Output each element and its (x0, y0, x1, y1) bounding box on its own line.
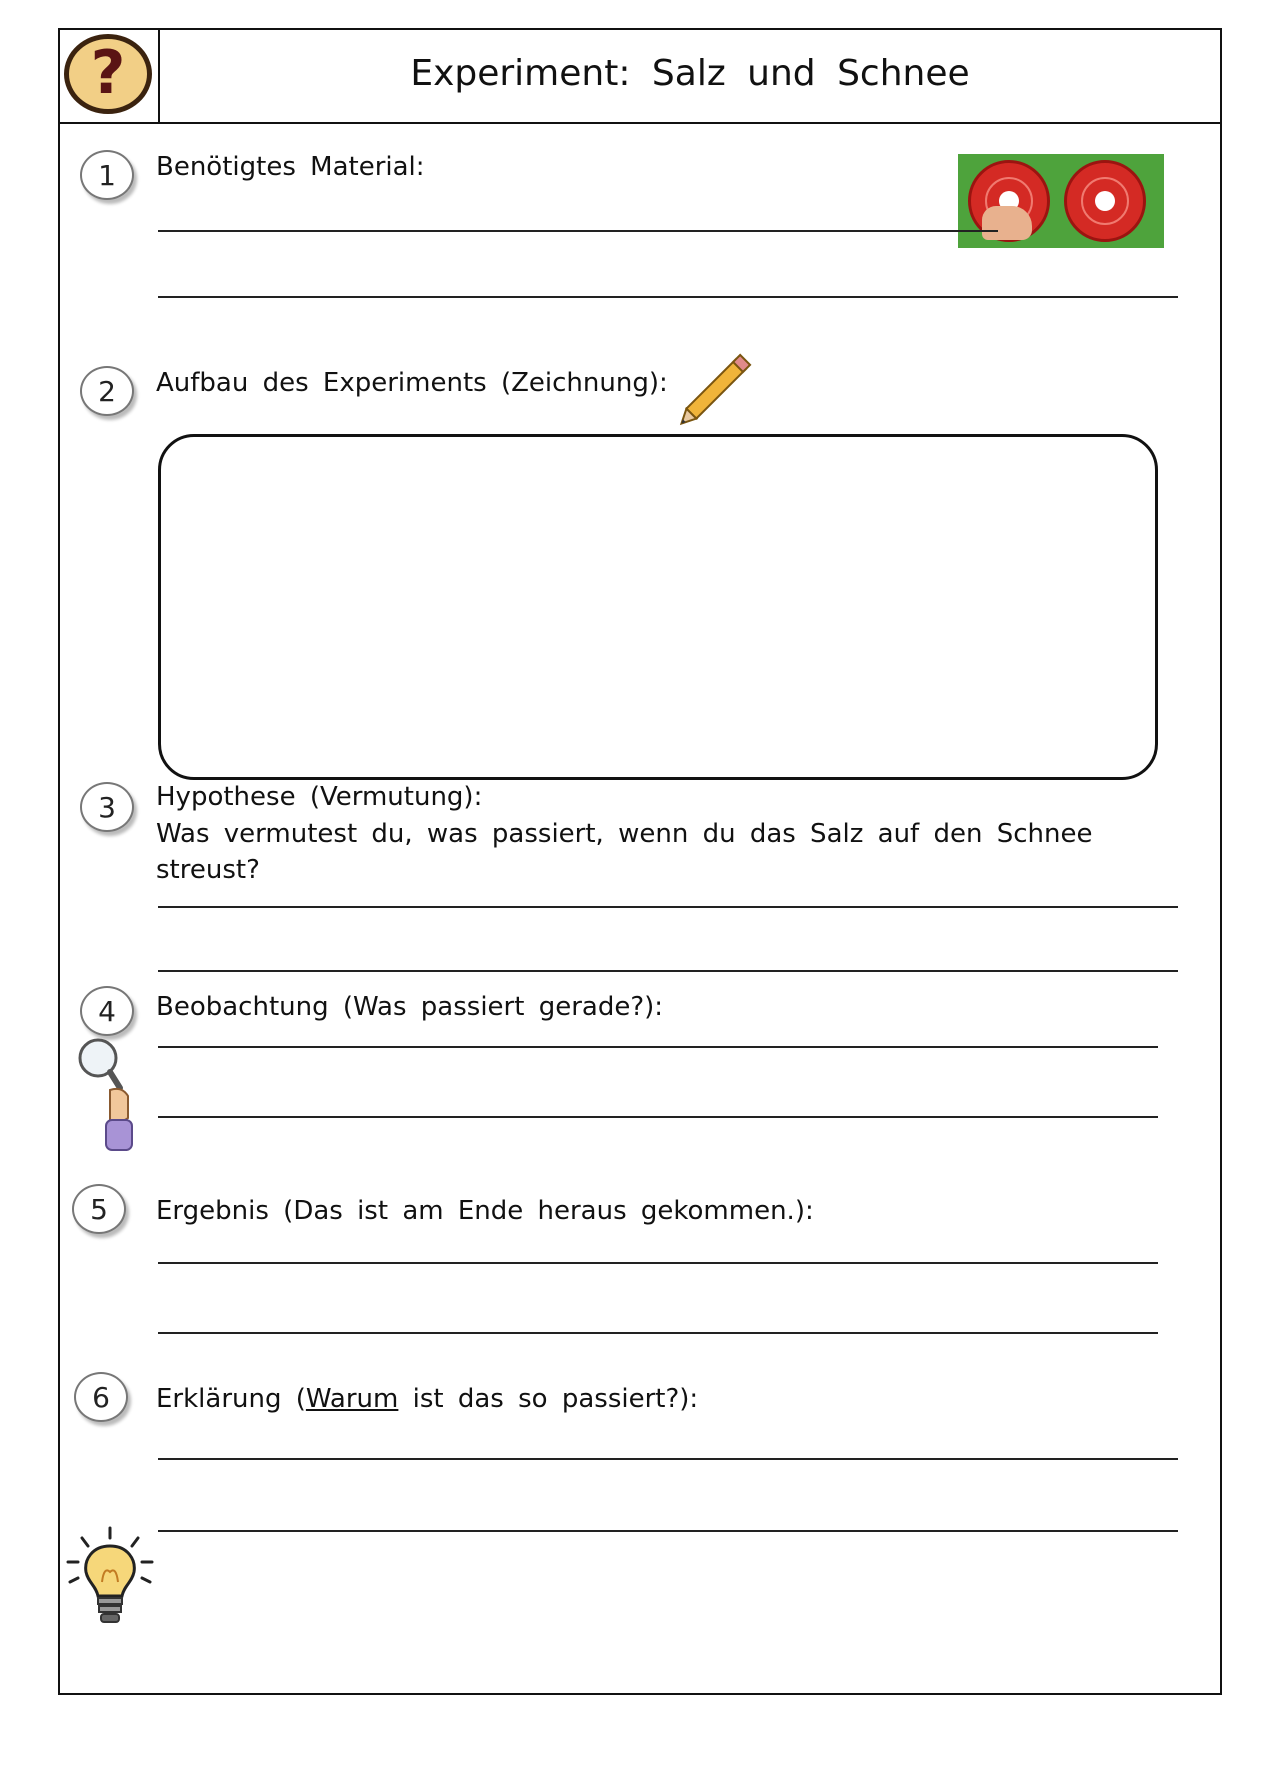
section-4-label: Beobachtung (Was passiert gerade?): (156, 992, 664, 1022)
section-3-number: 3 (80, 782, 134, 832)
answer-line[interactable] (158, 906, 1178, 908)
section-1-number: 1 (80, 150, 134, 200)
answer-line[interactable] (158, 1332, 1158, 1334)
header (60, 30, 1220, 124)
answer-line[interactable] (158, 230, 998, 232)
section-3-question: Was vermutest du, was passiert, wenn du das Salz auf den Schnee streust? (156, 819, 1093, 885)
question-mark-icon: ? (64, 34, 152, 114)
answer-line[interactable] (158, 296, 1178, 298)
section-3-label: Hypothese (Vermutung): (156, 782, 483, 812)
plate-right (1064, 160, 1146, 242)
section-5-label: Ergebnis (Das ist am Ende heraus gekommen.): (156, 1196, 814, 1226)
answer-line[interactable] (158, 1262, 1158, 1264)
salt-snow-plates-photo (958, 154, 1164, 248)
section-4-number: 4 (80, 986, 134, 1036)
answer-line[interactable] (158, 970, 1178, 972)
section-2-label: Aufbau des Experiments (Zeichnung): (156, 368, 668, 398)
section-6-number: 6 (74, 1372, 128, 1422)
answer-line[interactable] (158, 1458, 1178, 1460)
underlined-word: Warum (305, 1384, 399, 1414)
drawing-box[interactable] (158, 434, 1158, 780)
worksheet (58, 28, 1222, 1695)
answer-line[interactable] (158, 1116, 1158, 1118)
page-title: Experiment: Salz und Schnee (410, 53, 970, 94)
section-1-label: Benötigtes Material: (156, 152, 425, 182)
answer-line[interactable] (158, 1046, 1158, 1048)
answer-line[interactable] (158, 1530, 1178, 1532)
section-6-label: Erklärung (Warum ist das so passiert?): (156, 1384, 699, 1414)
header-icon-cell (60, 30, 160, 122)
magnifying-glass-icon (74, 1036, 140, 1156)
hand (982, 206, 1032, 240)
section-2-number: 2 (80, 366, 134, 416)
lightbulb-icon (62, 1526, 158, 1630)
section-5-number: 5 (72, 1184, 126, 1234)
pencil-icon (664, 342, 764, 440)
